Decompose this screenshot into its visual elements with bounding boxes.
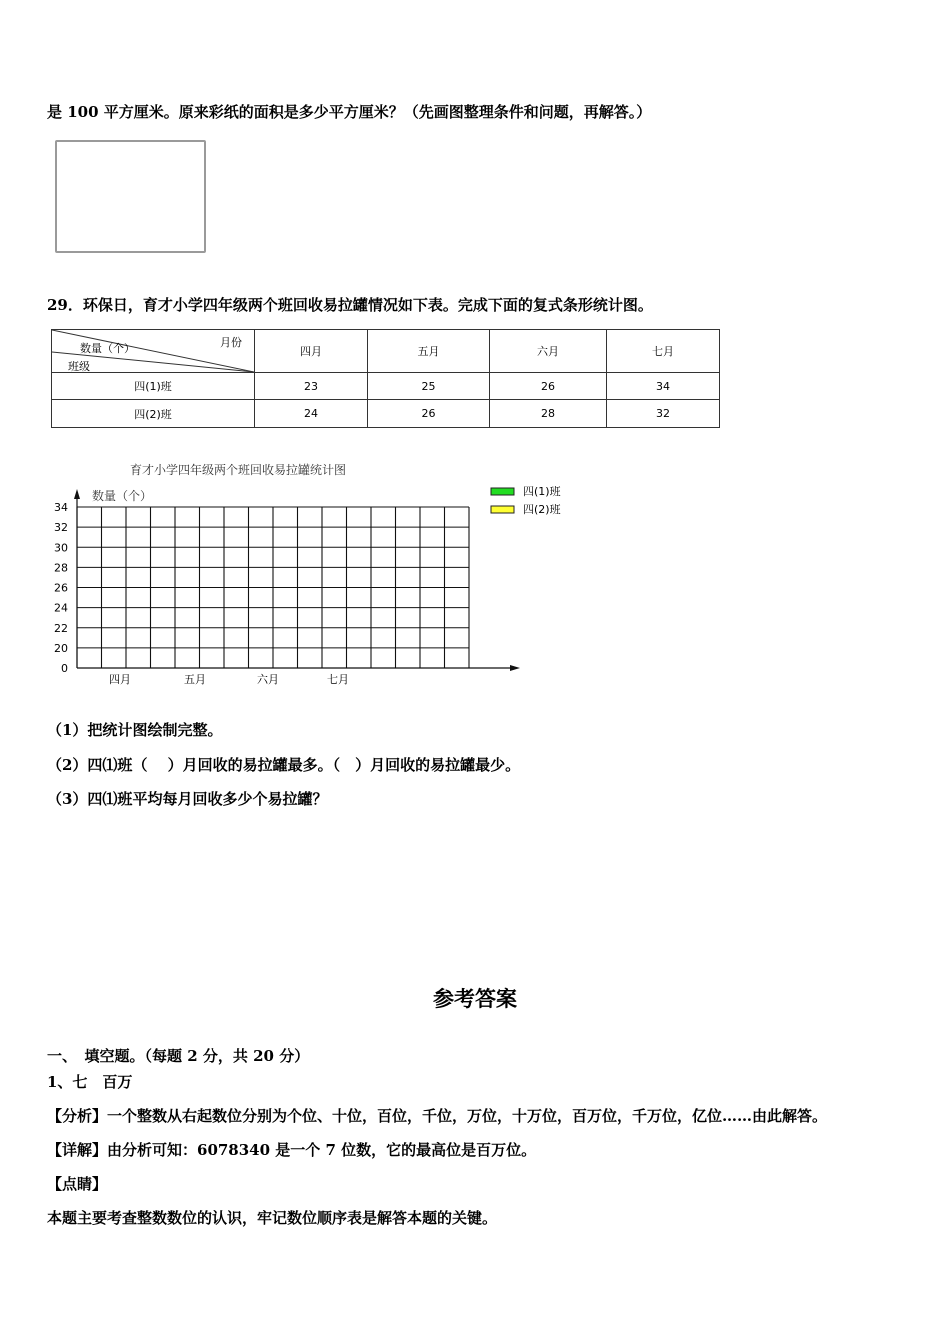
detail-text: 【详解】由分析可知：6078340 是一个 7 位数，它的最高位是百万位。: [47, 1141, 537, 1159]
y-tick-label: 30: [54, 541, 68, 555]
q29-sub2: （2）四⑴班（ ）月回收的易拉罐最多。（ ）月回收的易拉罐最少。: [47, 756, 521, 774]
table-cell: 32: [607, 400, 720, 428]
drawing-area-box: [55, 140, 206, 253]
y-axis-arrow: [74, 489, 80, 499]
table-cell: 25: [368, 373, 490, 400]
comment-label: 【点睛】: [47, 1175, 108, 1193]
y-tick-label: 26: [54, 581, 68, 595]
comment-text: 本题主要考查整数数位的认识，牢记数位顺序表是解答本题的关键。: [47, 1209, 498, 1227]
diagonal-header-cell: [52, 330, 255, 373]
q29-sub3: （3）四⑴班平均每月回收多少个易拉罐？: [47, 790, 328, 808]
table-header-row: [52, 330, 720, 373]
x-tick-label: 六月: [257, 673, 279, 686]
section1-heading: 一、 填空题。（每题 2 分，共 20 分）: [47, 1047, 310, 1065]
analysis-text: 【分析】一个整数从右起数位分别为个位、十位，百位，千位，万位，十万位，百万位，千万位，亿位……由此解答。: [47, 1107, 828, 1125]
legend-swatch: [491, 506, 514, 513]
y-tick-label: 22: [54, 621, 68, 635]
header-class: 班级: [68, 360, 90, 373]
legend-label: 四(2)班: [523, 503, 561, 516]
q28-tail-text: 是 100 平方厘米。原来彩纸的面积是多少平方厘米？（先画图整理条件和问题，再解答。）: [47, 103, 652, 121]
x-tick-label: 五月: [184, 673, 206, 686]
q29-sub1: （1）把统计图绘制完整。: [47, 721, 223, 739]
row-class-label: 四(1)班: [52, 373, 255, 400]
month-header: 五月: [368, 330, 490, 373]
y-axis-label: 数量（个）: [92, 489, 153, 503]
table-cell: 34: [607, 373, 720, 400]
y-tick-label: 28: [54, 561, 68, 575]
table-row: [52, 373, 720, 400]
x-axis-arrow: [510, 665, 520, 671]
x-tick-label: 四月: [109, 673, 131, 686]
chart-title: 育才小学四年级两个班回收易拉罐统计图: [130, 463, 347, 477]
table-cell: 24: [255, 400, 368, 428]
y-tick-label: 34: [54, 501, 68, 514]
row-class-label: 四(2)班: [52, 400, 255, 428]
bar-chart: [40, 460, 600, 695]
table-row: [52, 400, 720, 428]
month-header: 七月: [607, 330, 720, 373]
y-tick-label: 24: [54, 601, 68, 615]
month-header: 六月: [490, 330, 607, 373]
x-tick-label: 七月: [327, 673, 349, 686]
answers-title: 参考答案: [433, 987, 517, 1011]
y-tick-label: 0: [61, 662, 68, 675]
table-cell: 28: [490, 400, 607, 428]
table-cell: 26: [490, 373, 607, 400]
y-tick-label: 20: [54, 641, 68, 655]
legend-swatch: [491, 488, 514, 495]
answer-1: 1、七 百万: [47, 1073, 133, 1091]
legend-label: 四(1)班: [523, 485, 561, 498]
month-header: 四月: [255, 330, 368, 373]
data-table: [51, 329, 720, 428]
header-month: 月份: [220, 336, 242, 349]
q29-prompt: 29．环保日，育才小学四年级两个班回收易拉罐情况如下表。完成下面的复式条形统计图。: [47, 296, 653, 314]
y-tick-label: 32: [54, 521, 68, 535]
table-cell: 23: [255, 373, 368, 400]
header-quantity: 数量（个）: [80, 342, 135, 355]
table-cell: 26: [368, 400, 490, 428]
